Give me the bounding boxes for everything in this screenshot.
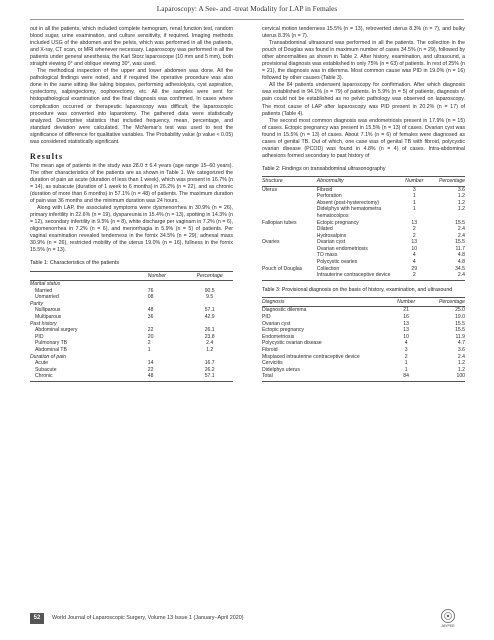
page-footer [0, 605, 494, 631]
row-abnormality: Perforation [316, 193, 342, 200]
row-abnormality: Ovarian endometriosis [316, 245, 368, 252]
logo-text: JAYPEE [441, 624, 455, 628]
row-percentage: 90.5 [204, 287, 215, 294]
row-percentage: 2.4 [457, 353, 465, 360]
row-percentage: 15.5 [455, 327, 465, 334]
table-row [262, 314, 465, 321]
row-percentage: 23.8 [204, 333, 215, 340]
row-percentage: 16.7 [204, 360, 215, 367]
table-row [30, 281, 233, 288]
row-diagnosis: Ectopic pregnancy [262, 327, 304, 334]
row-abnormality: Collection [316, 265, 340, 272]
table-row [262, 226, 465, 233]
row-structure [262, 233, 317, 240]
paragraph: The second most common diagnosis was endometriosis present in 17.9% (n = 15) of cases. Ectopic pregnancy was present in 15.5% (n = 13) of cases. Ovarian cyst was found in 15.5% (n = 13) of cases. About 7.1% (n = 6) of females were diagnosed as cases of genital TB. Out of which, one case was of genital TB with fibroid, polycystic ovarian disease (PCOD) was found in 4.8% (n = 4) of cases. Intra-abdominal adhesions formed secondary to past history of [262, 117, 465, 159]
row-number: 76 [147, 287, 154, 294]
paragraph: Along with LAP, the associated symptoms were dysmenorrhea in 30.9% (n = 26), primary infertility in 22.6% (n = 19), dyspareunia in 15.4% (n = 13), spotting in 14.3% (n = 12), secondary infertility in 9.5% (n = 8), white discharge per vaginam in 7.2% (n = 6), oligomenorrhea in 7.2% (n = 6), and menorrhagia in 5.9% (n = 5) of patients. Per vaginal examination revealed tenderness in the fornix 34.5% (n = 29), adnexal mass 30.9% (n = 26), restricted mobility of the uterus 19.0% (n = 16), fullness in the fornix 15.5% (n = 13). [30, 205, 233, 254]
table-row [262, 206, 465, 219]
results-heading: Results [30, 151, 64, 161]
table3-header: Number [388, 297, 425, 307]
row-number: 08 [147, 294, 154, 301]
row-abnormality: Absent (post-hysterectomy) [316, 199, 380, 206]
row-number: 1 [412, 199, 416, 206]
row-percentage: 2.4 [457, 232, 465, 239]
running-header: Laparoscopy: A See- and -treat Modality for LAP in Females [156, 4, 338, 13]
row-label: Married [35, 287, 53, 294]
table-row [30, 288, 233, 295]
row-number: 2 [400, 272, 428, 280]
row-number: 2 [412, 226, 416, 233]
row-diagnosis: Total [262, 373, 388, 381]
row-percentage: 11.7 [455, 245, 465, 252]
row-percentage: 1.2 [457, 206, 465, 213]
row-label: Subacute [35, 366, 57, 373]
table-row [30, 334, 233, 341]
table2-caption: Table 2: Findings on transabdominal ultrasonography [262, 165, 386, 172]
row-number: 2 [412, 232, 416, 239]
row-number: 48 [148, 373, 187, 381]
row-structure: Pouch of Douglas [262, 265, 303, 272]
row-label: Acute [35, 360, 49, 367]
table1-header: Number [148, 271, 187, 281]
paragraph: All the 84 patients underwent laparoscopy for confirmation. After which diagnosis was established in 94.1% (n = 79) of patients. In 5.9% (n = 5) of patients, diagnosis of pain could not be established as no pelvic pathology was observed on laparoscopy. The most cause of LAP after laparoscopy was PID present in 20.2% (n = 17) of patients (Table 4). [262, 82, 465, 117]
row-percentage: 19.0 [455, 314, 465, 321]
row-number: 1 [147, 347, 151, 354]
table3-header: Percentage [424, 297, 465, 307]
row-number [148, 354, 187, 361]
table-row [262, 347, 465, 354]
row-abnormality: Didelphys with hematometra hematocolpos [316, 206, 382, 219]
table2-header: Number [400, 176, 428, 186]
table3-header: Diagnosis [262, 297, 388, 307]
row-abnormality: Ovarian cyst [316, 239, 346, 246]
row-percentage: 1.2 [457, 199, 465, 206]
row-number: 29 [411, 265, 418, 272]
row-percentage: 26.2 [204, 366, 215, 373]
row-abnormality: TO mass [316, 252, 338, 259]
row-percentage: 34.5 [455, 265, 465, 272]
table-row [30, 294, 233, 301]
table-row [262, 307, 465, 314]
row-structure [262, 200, 317, 207]
row-number: 3 [404, 347, 408, 354]
row-percentage: 4.8 [457, 252, 465, 259]
row-number: 84 [388, 373, 425, 381]
table-row [262, 373, 465, 381]
row-structure [262, 206, 317, 219]
table-row [262, 233, 465, 240]
row-label: Chronic [30, 373, 148, 381]
row-number: 48 [147, 307, 154, 314]
table-row [30, 307, 233, 314]
row-number: 4 [412, 252, 416, 259]
row-number [148, 301, 187, 308]
row-number: 4 [412, 259, 416, 266]
row-number [148, 281, 187, 288]
table-row [30, 314, 233, 321]
table1-header [30, 271, 148, 281]
page-number: 52 [30, 613, 44, 624]
row-number: 13 [403, 320, 409, 327]
row-percentage [186, 301, 233, 308]
row-number: 10 [403, 333, 409, 340]
table-row [262, 239, 465, 246]
row-label: PID [35, 333, 44, 340]
row-abnormality: Hydrosalpinx [316, 232, 347, 239]
row-structure [262, 226, 317, 233]
left-column [30, 26, 233, 382]
row-percentage: 4.7 [457, 340, 465, 347]
row-number: 22 [147, 366, 154, 373]
row-percentage [186, 321, 233, 328]
row-number: 4 [404, 340, 408, 347]
row-diagnosis: Ovarian cyst [262, 320, 291, 327]
table-row [262, 367, 465, 374]
table-row [30, 354, 233, 361]
row-label: Multiparous [35, 314, 62, 321]
row-percentage: 1.2 [457, 366, 465, 373]
row-diagnosis: Diagnostic dilemma [262, 307, 307, 314]
row-label: Past history [30, 320, 57, 327]
paragraph: out in all the patients, which included complete hemogram, renal function test, random blood sugar, urine examination, and culture sensitivity, if required. Imaging methods included USG of the abdomen and the pelvis, which was performed in all the patients, and X-ray, CT scan, or MRI whenever necessary. Laparoscopy was performed in all the patients under general anesthesia; the Karl Storz laparoscope (10 mm and 5 mm), both straight viewing 0° and oblique viewing 30°, was used. [30, 26, 233, 68]
table-row [30, 340, 233, 347]
row-diagnosis: PID [262, 314, 271, 321]
row-number: 36 [147, 314, 154, 321]
row-diagnosis: Cervicitis [262, 360, 283, 367]
row-diagnosis: Didelphys uterus [262, 366, 300, 373]
row-percentage: 15.5 [455, 320, 465, 327]
row-percentage: 11.9 [455, 333, 465, 340]
journal-citation: World Journal of Laparoscopic Surgery, Volume 13 Issue 1 (January–April 2020) [52, 615, 244, 621]
table-row [262, 220, 465, 227]
table-row [262, 334, 465, 341]
row-number: 22 [147, 327, 154, 334]
row-abnormality: Ectopic pregnancy [316, 219, 359, 226]
row-percentage: 15.5 [455, 239, 465, 246]
row-percentage: 1.2 [206, 347, 214, 354]
row-percentage: 25.0 [455, 307, 465, 314]
row-percentage: 2.4 [457, 226, 465, 233]
publisher-logo-icon [433, 608, 463, 628]
row-number: 1 [404, 360, 408, 367]
row-label: Marital status [30, 281, 61, 288]
row-percentage: 2.4 [428, 272, 465, 280]
table-row [262, 266, 465, 273]
row-number: 2 [147, 340, 151, 347]
row-abnormality: Dilated [316, 226, 333, 233]
row-abnormality: Intrauterine contraceptive device [317, 272, 400, 280]
row-label: Parity [30, 300, 44, 307]
table-row [262, 193, 465, 200]
row-structure [262, 246, 317, 253]
row-percentage: 3.6 [457, 347, 465, 354]
row-percentage: 26.1 [204, 327, 215, 334]
table-row [262, 272, 465, 280]
table-row [30, 301, 233, 308]
row-percentage: 4.8 [457, 259, 465, 266]
table-row [262, 354, 465, 361]
table1 [30, 271, 233, 383]
row-percentage: 2.4 [206, 340, 214, 347]
paragraph: cervical motion tenderness 15.5% (n = 13), retroverted uterus 8.3% (n = 7), and bulky uterus 8.3% (n = 7). [262, 26, 465, 40]
table-row [262, 186, 465, 193]
row-structure: Fallopian tubes [262, 219, 297, 226]
row-structure [262, 252, 317, 259]
row-number: 13 [411, 219, 418, 226]
paragraph: Transabdominal ultrasound was performed in all the patients. The collection in the pouch of Douglas was found in maximum number of cases 34.5% (n = 29), followed by other abnormalities as shown in Table 2. After history, examination, and ultrasound, a provisional diagnosis was established in only 75% (n = 63) of patients. In rest of 25% (n = 21), the diagnosis was in dilemma. Most common cause was PID in 19.0% (n = 16) followed by other causes (Table 3). [262, 40, 465, 82]
row-percentage: 1.2 [457, 360, 465, 367]
table3 [262, 297, 465, 382]
table-row [262, 200, 465, 207]
row-label: Unmarried [35, 294, 59, 301]
row-number: 21 [403, 307, 409, 314]
row-structure [262, 272, 317, 280]
row-percentage: 57.1 [186, 373, 233, 381]
row-label: Duration of pain [30, 353, 66, 360]
row-percentage: 57.1 [204, 307, 215, 314]
row-number: 14 [147, 360, 154, 367]
row-number: 16 [403, 314, 409, 321]
table-row [262, 321, 465, 328]
row-label: Abdominal TB [35, 347, 67, 354]
row-number [148, 321, 187, 328]
row-number: 13 [411, 239, 418, 246]
row-label: Nulliparous [35, 307, 61, 314]
row-abnormality: Polycystic ovaries [316, 259, 358, 266]
table3-caption: Table 3: Provisional diagnosis on the basis of history, examination, and ultrasound [262, 286, 453, 293]
row-structure: Uterus [262, 186, 278, 193]
table1-header: Percentage [186, 271, 233, 281]
row-number: 3 [412, 186, 416, 193]
table-row [262, 246, 465, 253]
table-row [262, 252, 465, 259]
row-percentage: 3.6 [457, 186, 465, 193]
table-row [30, 373, 233, 381]
header-rule [30, 19, 464, 20]
table-row [30, 347, 233, 354]
table-row [262, 340, 465, 347]
row-diagnosis: Polycystic ovarian disease [262, 340, 322, 347]
table-row [30, 367, 233, 374]
table2-header: Abnormality [317, 176, 400, 186]
table1-caption: Table 1: Characteristics of the patients [30, 260, 120, 267]
row-structure: Ovaries [262, 239, 280, 246]
row-percentage: 15.5 [455, 219, 465, 226]
row-diagnosis: Endometriosis [262, 333, 295, 340]
row-number: 1 [412, 193, 416, 200]
table2-header: Structure [262, 176, 317, 186]
table-row [30, 360, 233, 367]
row-number: 1 [404, 366, 408, 373]
table-row [30, 321, 233, 328]
row-label: Pulmonary TB [35, 340, 68, 347]
right-column [262, 26, 465, 382]
table-row [30, 327, 233, 334]
row-percentage [186, 354, 233, 361]
table-row [262, 259, 465, 266]
table2-header: Percentage [428, 176, 465, 186]
table-row [262, 360, 465, 367]
table-row [262, 327, 465, 334]
row-percentage [186, 281, 233, 288]
row-number: 13 [403, 327, 409, 334]
row-number: 1 [412, 206, 416, 213]
row-diagnosis: Misplaced intrauterine contraceptive device [262, 353, 360, 360]
row-percentage: 42.9 [204, 314, 215, 321]
paragraph: The methodical inspection of the upper and lower abdomen was done. All the pathological findings were noted, and if required the operative procedure was also done in the same sitting like taking biopsies, performing adhesiolysis, cyst aspiration, cystectomy, salpingectomy, oophorectomy, etc. All the samples were sent for histopathological examination and the final diagnosis was confirmed. In cases where complication occurred or therapeutic laparoscopy was difficult, the laparoscopic procedure was converted into laparotomy. The gathered data were statistically analyzed. Descriptive statistics that included frequency, mean, percentage, and standard deviation were calculated. The McNemar's test was used to test the significance of difference for qualitative variables. The Probability value (p value < 0.05) was considered statistically significant. [30, 68, 233, 145]
row-label: Abdominal surgery [35, 327, 78, 334]
row-structure [262, 193, 317, 200]
row-percentage: 100 [424, 373, 465, 381]
row-percentage: 1.2 [457, 193, 465, 200]
table2 [262, 176, 465, 281]
row-number: 2 [404, 353, 408, 360]
row-abnormality: Fibroid [316, 186, 333, 193]
row-number: 10 [411, 245, 418, 252]
row-structure [262, 259, 317, 266]
row-diagnosis: Fibroid [262, 347, 278, 354]
row-percentage: 9.5 [206, 294, 214, 301]
row-number: 20 [147, 333, 154, 340]
paragraph: The mean age of patients in the study was 28.0 ± 6.4 years (age range 15–60 years). The other characteristics of the patients are as shown in Table 1. We categorized the duration of pain as acute (duration of less than 1 week), which was present in 16.7% (n = 14), as subacute (duration of 1 week to 6 months) in 26.2% (n = 22), and as chronic (duration of more than 6 months) in 57.1% (n = 48) of patients. The maximum duration of pain was 36 months and the minimum duration was 24 hours. [30, 162, 233, 205]
